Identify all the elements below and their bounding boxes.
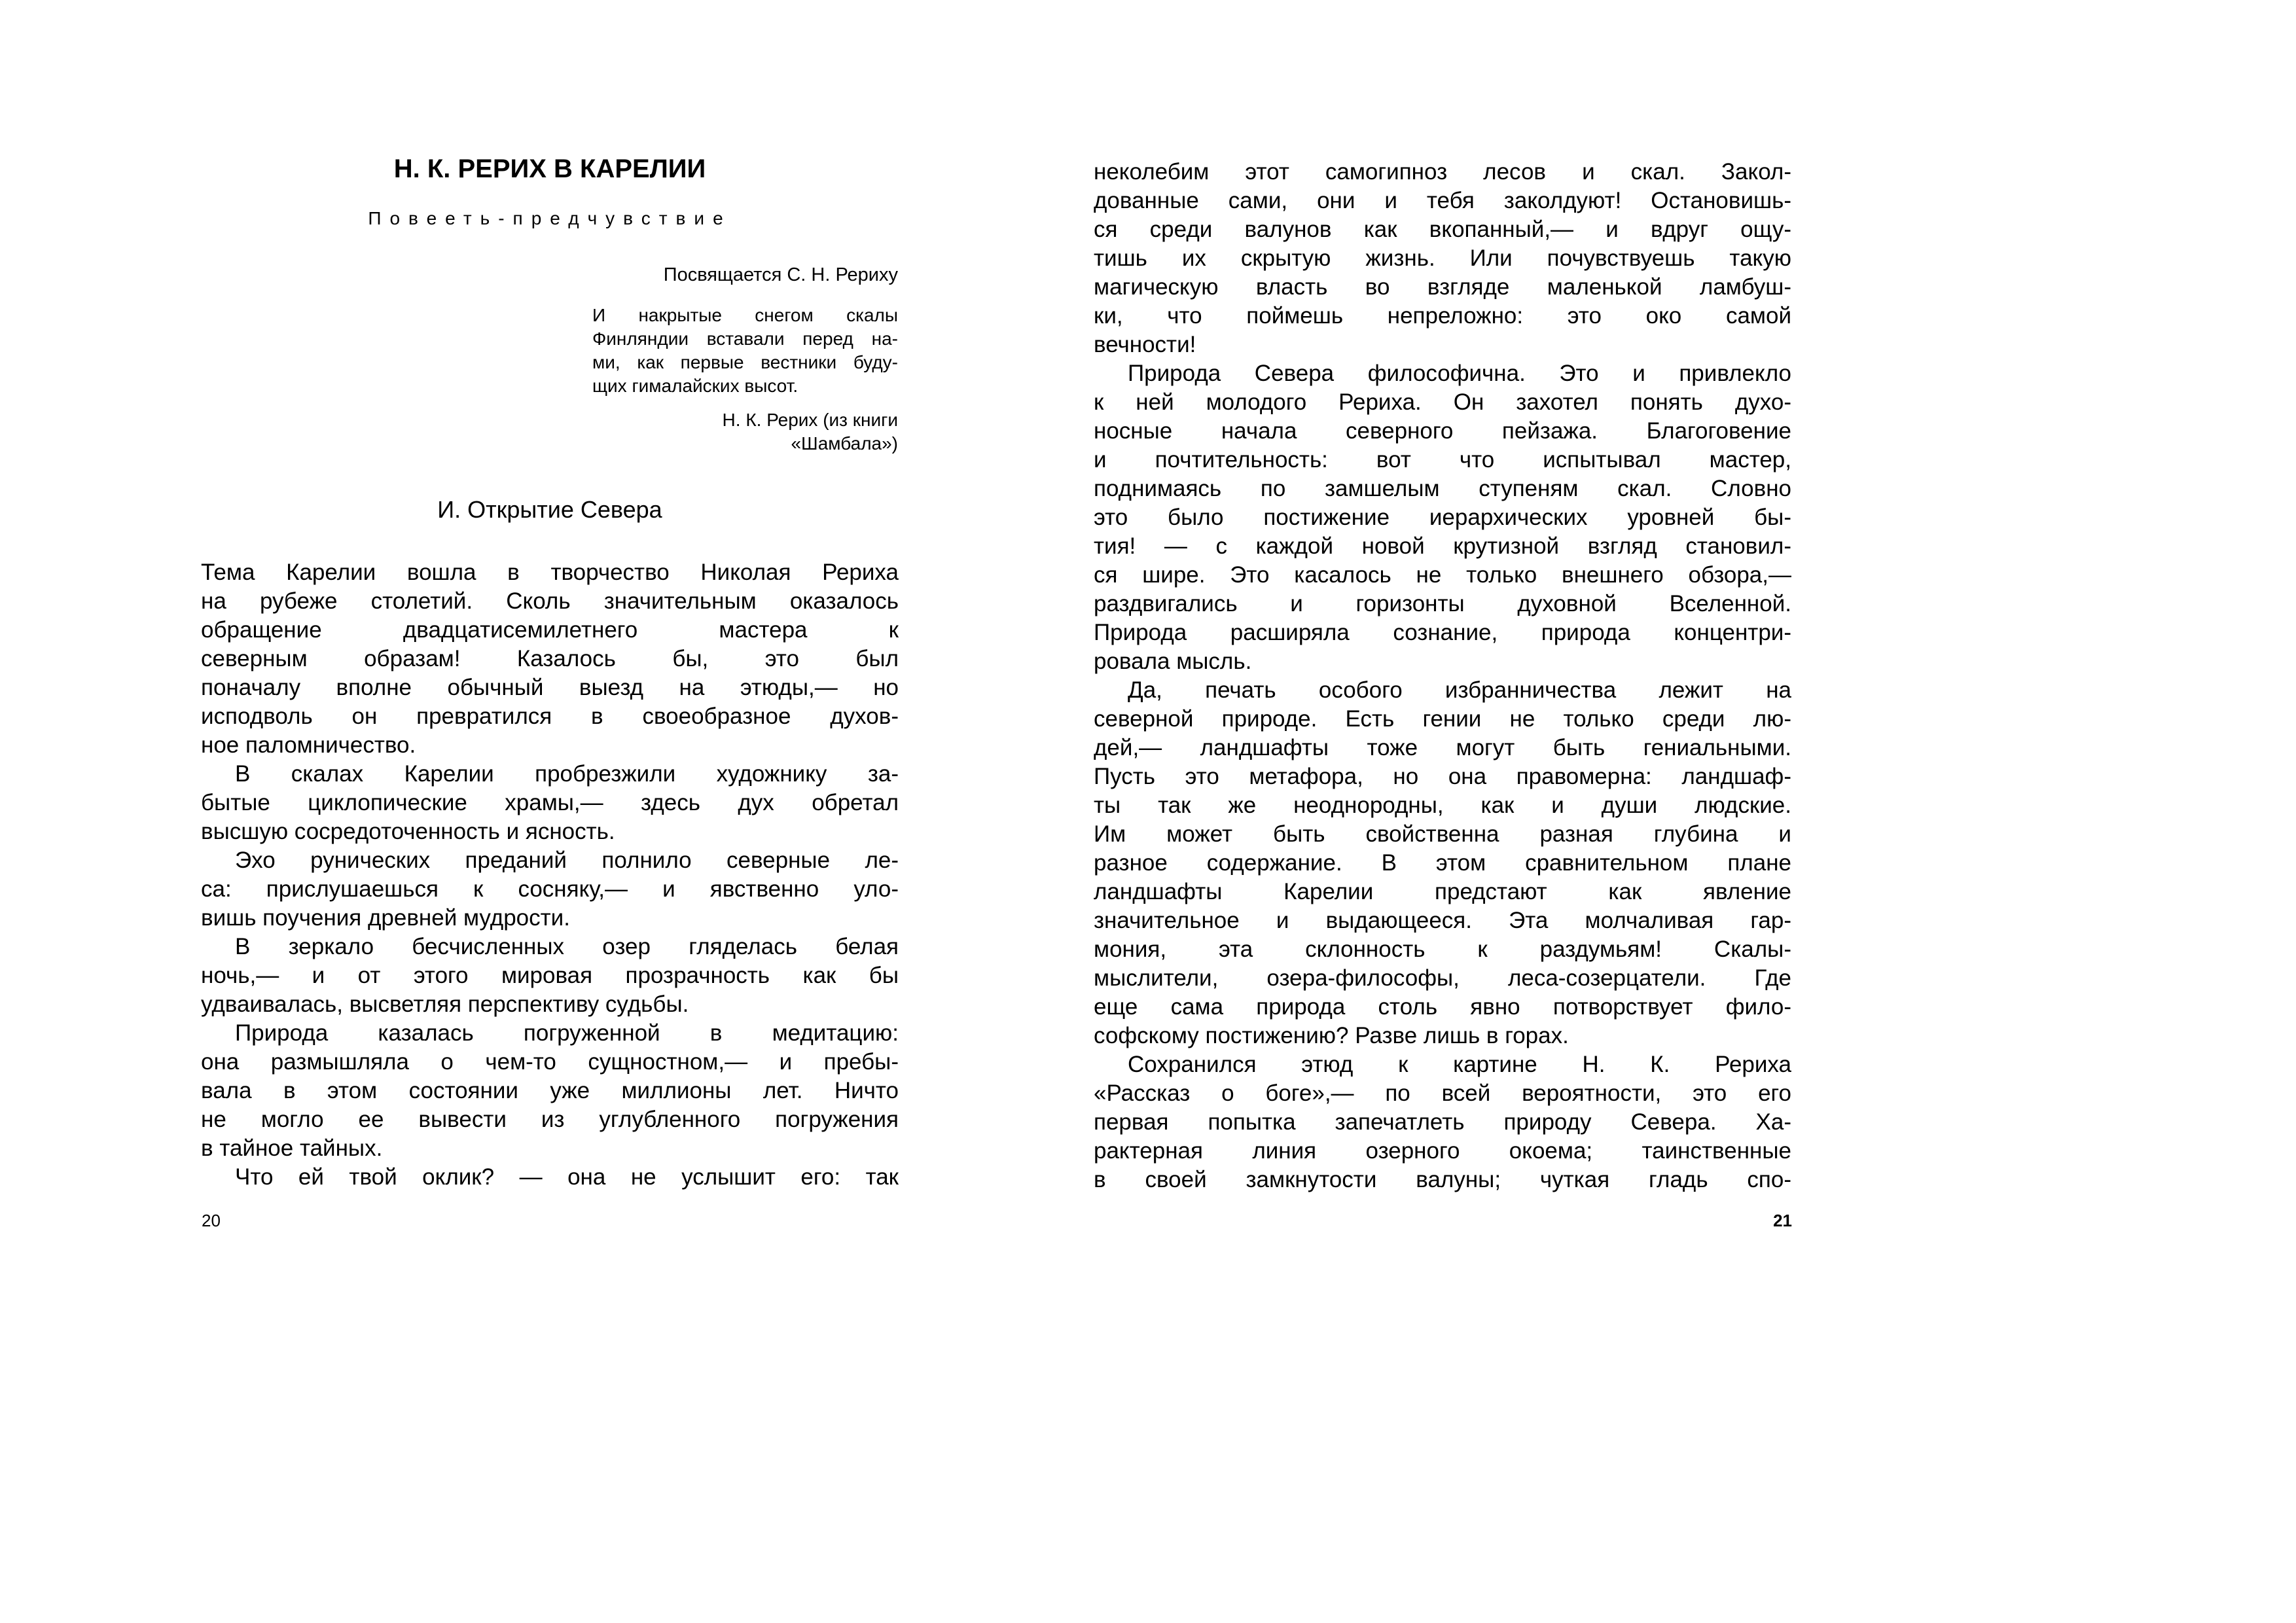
text-line: В зеркало бесчисленных озер гляделась белая bbox=[235, 934, 899, 959]
epigraph-attribution bbox=[589, 408, 898, 455]
text-line: значительное и выдающееся. Эта молчаливая гар- bbox=[1094, 908, 1791, 933]
text-line: рактерная линия озерного окоема; таинственные bbox=[1094, 1138, 1791, 1164]
text-line: поднимаясь по замшелым ступеням скал. Словно bbox=[1094, 476, 1791, 501]
text-line: она размышляла о чем-то сущностном,— и пребы- bbox=[201, 1049, 899, 1075]
right-page-body bbox=[1094, 158, 1791, 1194]
text-line: тишь их скрытую жизнь. Или почувствуешь такую bbox=[1094, 245, 1791, 271]
text-line: вечности! bbox=[1094, 332, 1196, 357]
text-line: северной природе. Есть гении не только среди лю- bbox=[1094, 706, 1791, 732]
left-page-body bbox=[201, 558, 899, 1192]
chapter-subtitle: Повееть-предчувствие bbox=[368, 208, 732, 228]
text-line: Финляндии вставали перед на- bbox=[592, 329, 898, 349]
attribution-line: «Шамбала») bbox=[791, 433, 898, 454]
text-line: ми, как первые вестники буду- bbox=[592, 352, 898, 372]
text-line: софскому постижению? Разве лишь в горах. bbox=[1094, 1023, 1569, 1048]
text-line: Тема Карелии вошла в творчество Николая Рериха bbox=[201, 560, 899, 585]
text-line: ки, что поймешь непреложно: это око самой bbox=[1094, 303, 1791, 329]
text-line: магическую власть во взгляде маленькой ламбуш- bbox=[1094, 274, 1791, 300]
text-line: удваивалась, высветляя перспективу судьбы. bbox=[201, 991, 689, 1017]
text-line: Природа казалась погруженной в медитацию: bbox=[235, 1020, 899, 1046]
text-line: это было постижение иерархических уровней бы- bbox=[1094, 505, 1791, 530]
text-line: вала в этом состоянии уже миллионы лет. Ничто bbox=[201, 1078, 899, 1103]
text-line: Природа Севера философична. Это и привлекло bbox=[1128, 361, 1791, 386]
text-line: к ней молодого Рериха. Он захотел понять духо- bbox=[1094, 389, 1791, 415]
text-line: в своей замкнутости валуны; чуткая гладь спо- bbox=[1094, 1167, 1791, 1192]
attribution-line: Н. К. Рерих (из книги bbox=[722, 410, 898, 430]
text-line: мония, эта склонность к раздумьям! Скалы- bbox=[1094, 936, 1791, 962]
page-number-right: 21 bbox=[1773, 1211, 1792, 1230]
page-number-left: 20 bbox=[202, 1211, 221, 1230]
text-line: мыслители, озера-философы, леса-созерцатели. Где bbox=[1094, 965, 1791, 991]
text-line: Сохранился этюд к картине Н. К. Рериха bbox=[1128, 1052, 1791, 1077]
text-line: разное содержание. В этом сравнительном плане bbox=[1094, 850, 1791, 876]
text-line: дованные сами, они и тебя заколдуют! Остановишь- bbox=[1094, 188, 1791, 213]
text-line: И накрытые снегом скалы bbox=[592, 305, 898, 325]
text-line: Да, печать особого избранничества лежит на bbox=[1128, 677, 1791, 703]
text-line: са: прислушаешься к сосняку,— и явственно уло- bbox=[201, 876, 899, 902]
text-line: тия! — с каждой новой крутизной взгляд становил- bbox=[1094, 533, 1791, 559]
chapter-title: Н. К. РЕРИХ В КАРЕЛИИ bbox=[393, 154, 706, 183]
text-line: Что ей твой оклик? — она не услышит его: так bbox=[235, 1164, 899, 1190]
text-line: в тайное тайных. bbox=[201, 1135, 383, 1161]
text-line: ты так же неоднородны, как и души людские. bbox=[1094, 793, 1791, 818]
text-line: «Рассказ о боге»,— по всей вероятности, это его bbox=[1094, 1080, 1791, 1106]
text-line: на рубеже столетий. Сколь значительным оказалось bbox=[201, 588, 899, 614]
text-line: раздвигались и горизонты духовной Вселенной. bbox=[1094, 591, 1791, 616]
section-heading: И. Открытие Севера bbox=[437, 496, 662, 523]
text-line: неколебим этот самогипноз лесов и скал. Закол- bbox=[1094, 159, 1791, 185]
text-line: поначалу вполне обычный выезд на этюды,— но bbox=[201, 675, 899, 700]
text-line: дей,— ландшафты тоже могут быть гениальными. bbox=[1094, 735, 1791, 760]
text-line: носные начала северного пейзажа. Благоговение bbox=[1094, 418, 1791, 444]
text-line: Пусть это метафора, но она правомерна: ландшаф- bbox=[1094, 764, 1791, 789]
text-line: ное паломничество. bbox=[201, 732, 416, 758]
text-line: щих гималайских высот. bbox=[592, 376, 798, 396]
text-line: ся шире. Это касалось не только внешнего обзора,— bbox=[1094, 562, 1791, 588]
text-line: высшую сосредоточенность и ясность. bbox=[201, 819, 615, 844]
text-line: ночь,— и от этого мировая прозрачность как бы bbox=[201, 963, 899, 988]
dedication: Посвящается С. Н. Рериху bbox=[663, 264, 898, 285]
text-line: бытые циклопические храмы,— здесь дух обретал bbox=[201, 790, 899, 815]
text-line: ровала мысль. bbox=[1094, 649, 1252, 674]
text-line: первая попытка запечатлеть природу Севера. Ха- bbox=[1094, 1109, 1791, 1135]
text-line: исподволь он превратился в своеобразное духов- bbox=[201, 704, 899, 729]
text-line: Эхо рунических преданий полнило северные ле- bbox=[235, 847, 899, 873]
text-line: Им может быть свойственна разная глубина и bbox=[1094, 821, 1791, 847]
text-line: северным образам! Казалось бы, это был bbox=[201, 646, 899, 671]
text-line: не могло ее вывести из углубленного погружения bbox=[201, 1107, 899, 1132]
text-line: обращение двадцатисемилетнего мастера к bbox=[201, 617, 899, 643]
text-line: ся среди валунов как вкопанный,— и вдруг ощу- bbox=[1094, 217, 1791, 242]
text-line: вишь поучения древней мудрости. bbox=[201, 905, 570, 931]
text-line: ландшафты Карелии предстают как явление bbox=[1094, 879, 1791, 904]
epigraph bbox=[592, 304, 898, 398]
text-line: еще сама природа столь явно потворствует фило- bbox=[1094, 994, 1791, 1020]
text-line: В скалах Карелии пробрезжили художнику за- bbox=[235, 761, 899, 787]
text-line: и почтительность: вот что испытывал мастер, bbox=[1094, 447, 1791, 473]
text-line: Природа расширяла сознание, природа концентри- bbox=[1094, 620, 1791, 645]
